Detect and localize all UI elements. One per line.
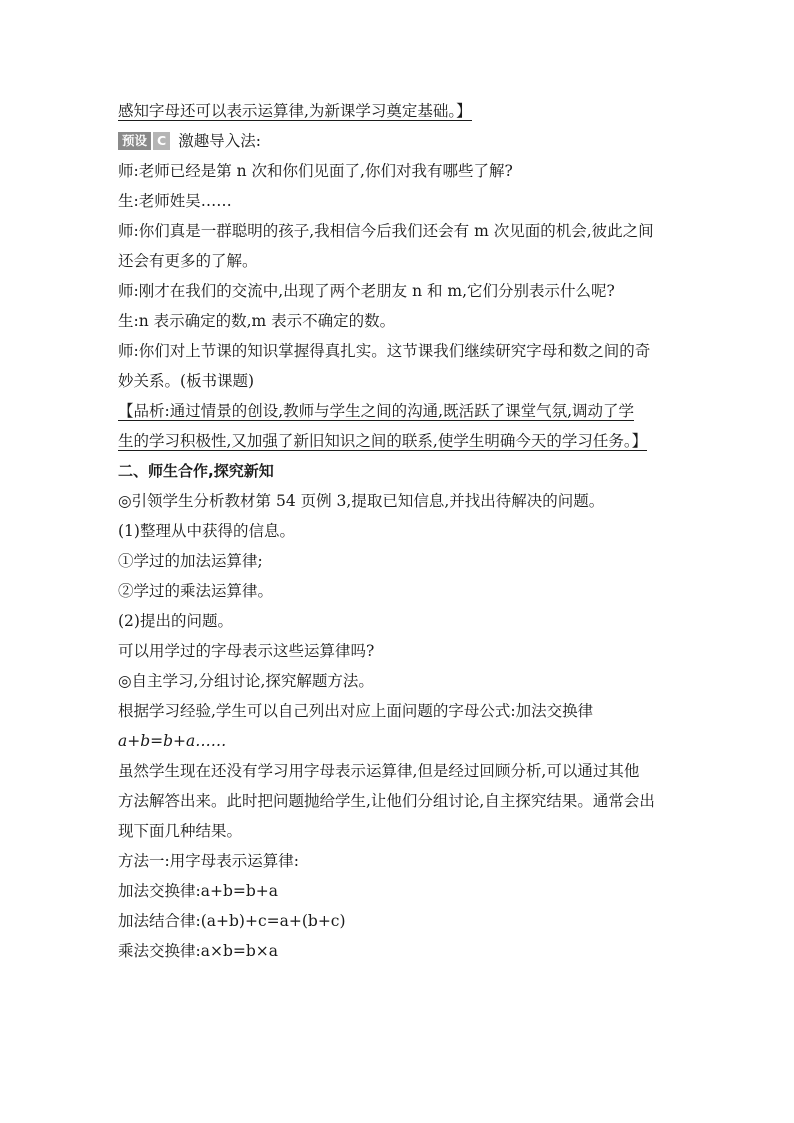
preset-badge xyxy=(118,132,170,150)
text-line: 虽然学生现在还没有学习用字母表示运算律,但是经过回顾分析,可以通过其他 xyxy=(118,762,640,780)
text-line: 根据学习经验,学生可以自己列出对应上面问题的字母公式:加法交换律 xyxy=(118,702,594,720)
preset-label: 预设 xyxy=(118,132,151,150)
text-line: 方法一:用字母表示运算律: xyxy=(118,852,299,870)
text-line xyxy=(118,426,688,456)
text-line: ◎自主学习,分组讨论,探究解题方法。 xyxy=(118,672,374,690)
analysis-note: 生的学习积极性,又加强了新旧知识之间的联系,使学生明确今天的学习任务。】 xyxy=(118,432,648,450)
text-line: 可以用学过的字母表示这些运算律吗? xyxy=(118,642,375,660)
method-title: 激趣导入法: xyxy=(178,132,261,150)
section-heading: 二、师生合作,探究新知 xyxy=(118,462,274,480)
text-line: 现下面几种结果。 xyxy=(118,822,243,840)
text-line: (1)整理从中获得的信息。 xyxy=(118,522,295,540)
text-line xyxy=(118,396,688,426)
text-line: 生:老师姓吴…… xyxy=(118,192,232,210)
formula-line: a+b=b+a…… xyxy=(118,732,227,750)
document-body xyxy=(118,96,688,966)
formula-line: 加法交换律:a+b=b+a xyxy=(118,882,279,900)
preset-letter: C xyxy=(153,132,170,150)
text-line: 妙关系。(板书课题) xyxy=(118,372,255,390)
text-line: 还会有更多的了解。 xyxy=(118,252,258,270)
formula-line: 加法结合律:(a+b)+c=a+(b+c) xyxy=(118,912,346,930)
text-line: 方法解答出来。此时把问题抛给学生,让他们分组讨论,自主探究结果。通常会出 xyxy=(118,792,655,810)
text-line xyxy=(118,126,688,156)
text-line: (2)提出的问题。 xyxy=(118,612,233,630)
text-line: 师:刚才在我们的交流中,出现了两个老朋友 n 和 m,它们分别表示什么呢? xyxy=(118,282,615,300)
text-line: 生:n 表示确定的数,m 表示不确定的数。 xyxy=(118,312,396,330)
list-item: ①学过的加法运算律; xyxy=(118,552,263,570)
text-line: ◎引领学生分析教材第 54 页例 3,提取已知信息,并找出待解决的问题。 xyxy=(118,492,605,510)
formula-line: 乘法交换律:a×b=b×a xyxy=(118,942,279,960)
text-line: 师:老师已经是第 n 次和你们见面了,你们对我有哪些了解? xyxy=(118,162,513,180)
text-line xyxy=(118,96,688,126)
analysis-note: 【品析:通过情景的创设,教师与学生之间的沟通,既活跃了课堂气氛,调动了学 xyxy=(118,402,635,420)
note-ending: 感知字母还可以表示运算律,为新课学习奠定基础。】 xyxy=(118,102,472,120)
text-line: 师:你们对上节课的知识掌握得真扎实。这节课我们继续研究字母和数之间的奇 xyxy=(118,342,651,360)
list-item: ②学过的乘法运算律。 xyxy=(118,582,274,600)
text-line: 师:你们真是一群聪明的孩子,我相信今后我们还会有 m 次见面的机会,彼此之间 xyxy=(118,222,654,240)
